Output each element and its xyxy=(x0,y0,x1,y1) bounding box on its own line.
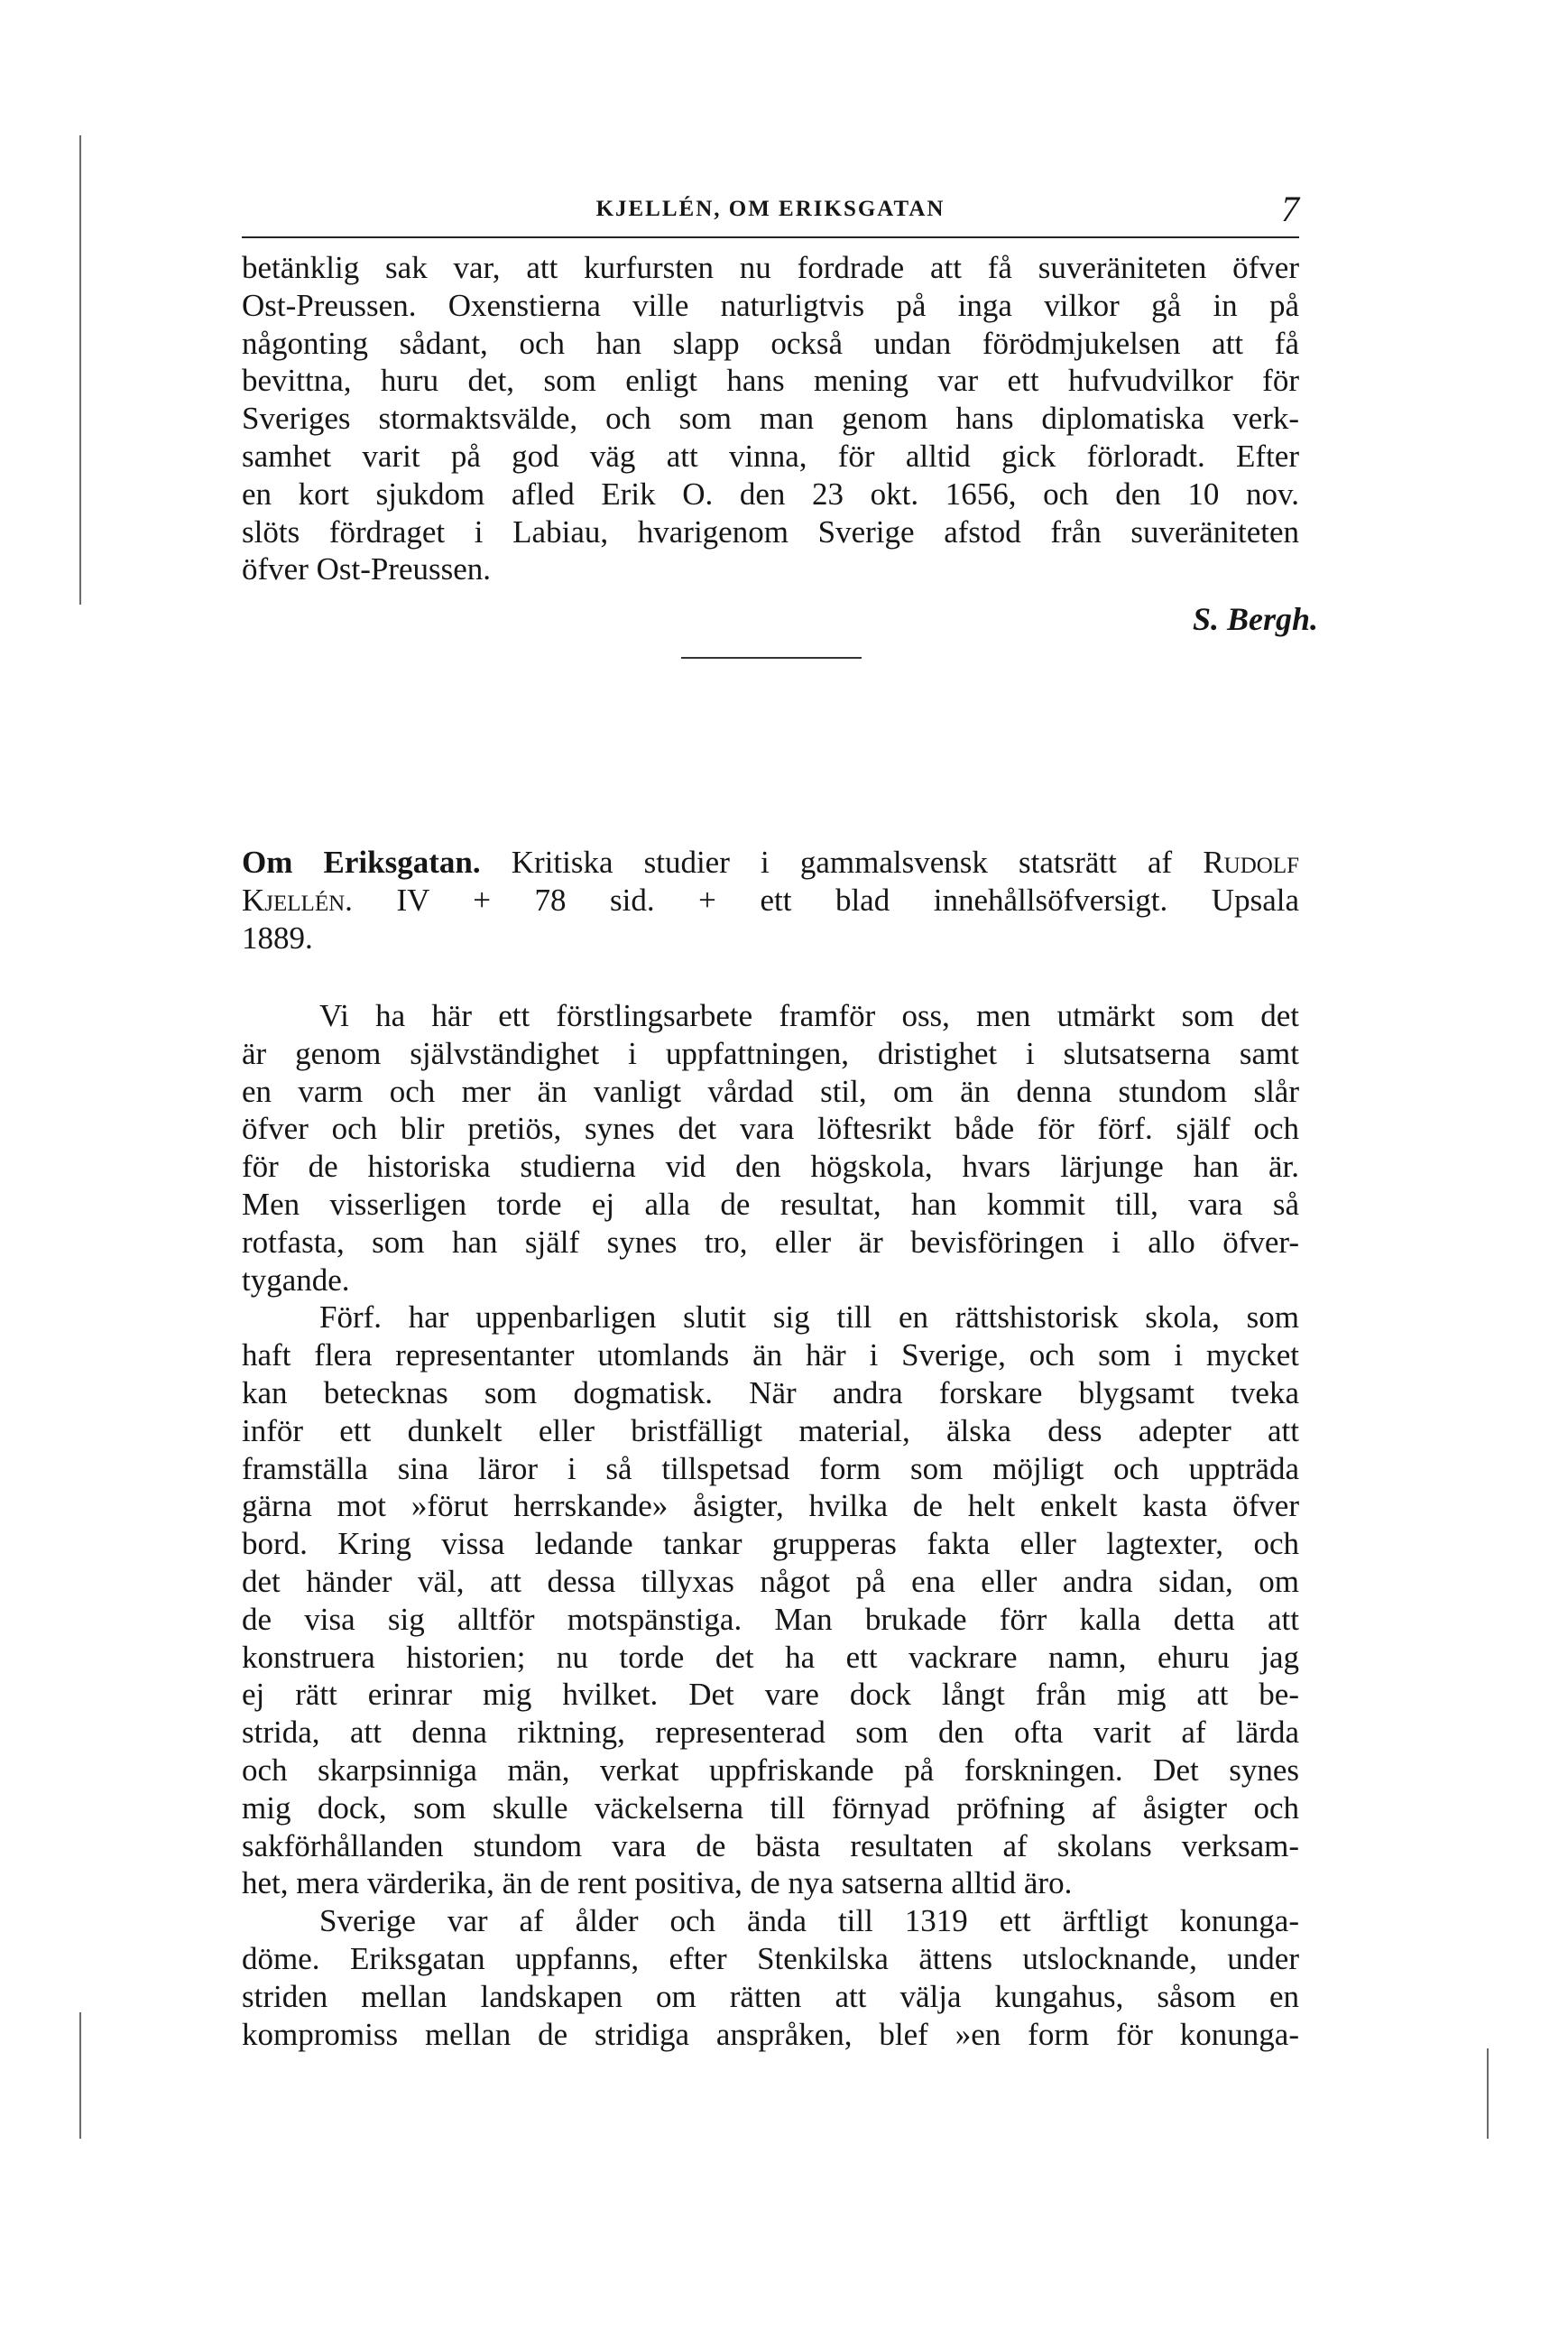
review-author-first: Rudolf xyxy=(1203,845,1300,880)
previous-review-text xyxy=(242,249,1299,588)
text-line: en kort sjukdom afled Erik O. den 23 okt. 1656, och den 10 nov. xyxy=(242,476,1299,512)
text-line: kan betecknas som dogmatisk. När andra forskare blygsamt tveka xyxy=(242,1374,1299,1410)
scan-margin-mark xyxy=(79,135,81,605)
text-line: Förf. har uppenbarligen slutit sig till en rättshistorisk skola, som xyxy=(319,1299,1299,1336)
text-line: är genom självständighet i uppfattningen, dristighet i slutsatserna samt xyxy=(242,1035,1299,1071)
text-line: Sveriges stormaktsvälde, och som man genom hans diplomatiska verk- xyxy=(242,401,1299,437)
running-head: KJELLÉN, OM ERIKSGATAN xyxy=(595,197,945,221)
text-line: Vi ha här ett förstlingsarbete framför oss, men utmärkt som det xyxy=(319,998,1299,1033)
text-line: gärna mot »förut herrskande» åsigter, hvilka de helt enkelt kasta öfver xyxy=(242,1488,1299,1524)
scan-margin-mark xyxy=(79,2012,81,2139)
text-line: strida, att denna riktning, representerad som den ofta varit af lärda xyxy=(242,1715,1299,1751)
scan-margin-mark xyxy=(1487,2048,1489,2139)
text-line: kompromiss mellan de stridiga anspråken, blef »en form för konunga- xyxy=(242,2016,1299,2052)
text-line: döme. Eriksgatan uppfanns, efter Stenkilska ättens utslocknande, under xyxy=(242,1940,1299,1976)
text-line: het, mera värderika, än de rent positiva, de nya satserna alltid äro. xyxy=(242,1865,1073,1901)
review-year: 1889. xyxy=(242,920,313,956)
text-line: det händer väl, att dessa tillyxas något på ena eller andra sidan, om xyxy=(242,1563,1299,1599)
text-line: Ost-Preussen. Oxenstierna ville naturligtvis på inga vilkor gå in på xyxy=(242,287,1299,323)
text-line: slöts fördraget i Labiau, hvarigenom Sverige afstod från suveräniteten xyxy=(242,513,1299,550)
text-line: ej rätt erinrar mig hvilket. Det vare dock långt från mig att be- xyxy=(242,1677,1299,1713)
review-publication-info: IV + 78 sid. + ett blad innehållsöfversigt. Upsala xyxy=(396,882,1299,918)
text-line: tygande. xyxy=(242,1262,350,1298)
text-line: bord. Kring vissa ledande tankar grupperas fakta eller lagtexter, och xyxy=(242,1526,1299,1562)
text-line: öfver Ost-Preussen. xyxy=(242,551,492,587)
page-number: 7 xyxy=(1281,189,1299,229)
review-heading-line xyxy=(242,844,1299,882)
section-rule xyxy=(681,657,862,659)
text-line: samhet varit på god väg att vinna, för alltid gick förloradt. Efter xyxy=(242,438,1299,474)
text-line: öfver och blir pretiös, synes det vara löftesrikt både för förf. själf och xyxy=(242,1111,1299,1147)
text-line: bevittna, huru det, som enligt hans mening var ett hufvudvilkor för xyxy=(242,363,1299,399)
text-line: konstruera historien; nu torde det ha ett vackrare namn, ehuru jag xyxy=(242,1639,1299,1675)
page-header xyxy=(242,188,1299,235)
text-line: en varm och mer än vanligt vårdad stil, om än denna stundom slår xyxy=(242,1073,1299,1109)
review-title: Om Eriksgatan. xyxy=(242,845,481,880)
header-rule xyxy=(242,236,1299,238)
text-line: mig dock, som skulle väckelserna till förnyad pröfning af åsigter och xyxy=(242,1789,1299,1826)
text-line: rotfasta, som han själf synes tro, eller är bevisföringen i allo öfver- xyxy=(242,1224,1299,1260)
review-heading-line xyxy=(242,920,1299,957)
text-line: sakförhållanden stundom vara de bästa resultaten af skolans verksam- xyxy=(242,1827,1299,1863)
text-line: och skarpsinniga män, verkat uppfriskande på forskningen. Det synes xyxy=(242,1752,1299,1788)
review-body-text xyxy=(242,997,1299,2053)
text-line: betänklig sak var, att kurfursten nu fordrade att få suveräniteten öfver xyxy=(242,250,1299,285)
signature: S. Bergh. xyxy=(1193,601,1319,637)
text-line: haft flera representanter utomlands än här i Sverige, och som i mycket xyxy=(242,1337,1299,1373)
text-line: Men visserligen torde ej alla de resultat, han kommit till, vara så xyxy=(242,1186,1299,1222)
text-line: inför ett dunkelt eller bristfälligt material, älska dess adepter att xyxy=(242,1412,1299,1448)
text-line: striden mellan landskapen om rätten att välja kungahus, såsom en xyxy=(242,1978,1299,2014)
review-heading-line xyxy=(242,882,1299,920)
text-line: för de historiska studierna vid den högskola, hvars lärjunge han är. xyxy=(242,1149,1299,1185)
text-line: framställa sina läror i så tillspetsad form som möjligt och uppträda xyxy=(242,1450,1299,1486)
text-line: de visa sig alltför motspänstiga. Man brukade förr kalla detta att xyxy=(242,1601,1299,1637)
review-subtitle: Kritiska studier i gammalsvensk statsrätt af xyxy=(511,845,1173,880)
review-author-last: Kjellén. xyxy=(242,882,353,918)
review-heading xyxy=(242,844,1299,957)
text-line: någonting sådant, och han slapp också undan förödmjukelsen att få xyxy=(242,325,1299,361)
text-line: Sverige var af ålder och ända till 1319 ett ärftligt konunga- xyxy=(319,1903,1299,1939)
